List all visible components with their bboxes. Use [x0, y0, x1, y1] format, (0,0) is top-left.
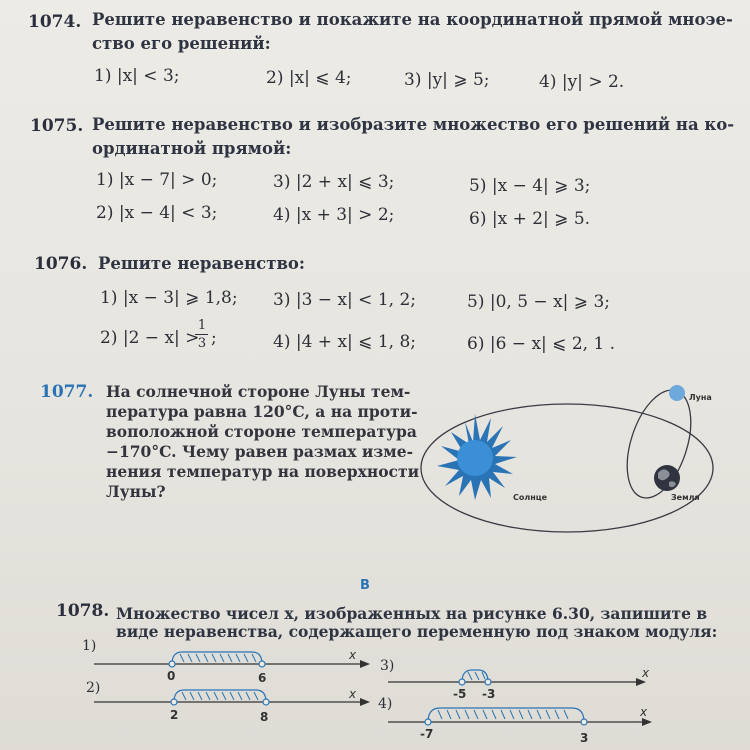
problem-1077-line1: На солнечной стороне Луны тем-: [106, 382, 411, 401]
problem-1076-item-3: 3) |3 − x| < 1, 2;: [273, 290, 416, 310]
problem-1075-line1: Решите неравенство и изобразите множество его решений на ко-: [92, 115, 735, 134]
axis-2-var: x: [349, 688, 357, 701]
earth-label: Земля: [671, 493, 700, 502]
axis-1-label: 1): [82, 638, 97, 654]
problem-1077-line3: воположной стороне температура: [106, 422, 417, 441]
axis-2-tick-8: 8: [260, 710, 269, 724]
fraction-semicolon: ;: [211, 328, 217, 348]
problem-number-1077: 1077.: [40, 382, 94, 402]
axis-3-label: 3): [380, 658, 395, 674]
axis-2-tick-2: 2: [170, 708, 179, 722]
orbit-figure: [415, 378, 735, 548]
problem-1075-line2: ординатной прямой:: [92, 139, 292, 158]
problem-1078-line1: Множество чисел x, изображенных на рисунке 6.30, запишите в: [116, 604, 708, 623]
axis-2-label: 2): [86, 680, 101, 696]
fraction-denominator: 3: [197, 336, 207, 351]
problem-1076-item-6: 6) |6 − x| ⩽ 2, 1 .: [467, 334, 616, 354]
fraction-bar: [195, 334, 208, 335]
problem-1075-item-4: 4) |x + 3| > 2;: [273, 205, 395, 225]
problem-1077-line5: нения температур на поверхности: [106, 462, 420, 481]
fraction-numerator: 1: [197, 318, 207, 333]
problem-1075-item-5: 5) |x − 4| ⩾ 3;: [469, 176, 591, 196]
number-line-3: [384, 664, 664, 700]
axis-1-tick-6: 6: [258, 671, 267, 684]
moon-icon: [669, 385, 685, 401]
problem-1076-item-4: 4) |4 + x| ⩽ 1, 8;: [273, 332, 416, 352]
problem-number-1075: 1075.: [30, 116, 84, 136]
moon-label: Луна: [689, 393, 712, 402]
problem-1077-line6: Луны?: [106, 482, 166, 501]
axis-4-tick-neg7: -7: [420, 727, 434, 741]
number-line-1: [90, 648, 380, 684]
problem-1074-item-3: 3) |y| ⩾ 5;: [404, 70, 490, 90]
sun-icon: [437, 414, 517, 500]
problem-1076-line1: Решите неравенство:: [98, 254, 306, 273]
problem-1077-line4: −170°C. Чему равен размах изме-: [106, 442, 414, 461]
problem-1075-item-3: 3) |2 + x| ⩽ 3;: [273, 172, 395, 192]
number-line-2: [90, 688, 380, 724]
axis-1-var: x: [349, 648, 357, 662]
sun-label: Солнце: [513, 493, 548, 502]
problem-number-1074: 1074.: [28, 12, 82, 32]
section-letter: B: [360, 578, 370, 593]
problem-number-1078: 1078.: [56, 601, 110, 621]
axis-4-var: x: [640, 705, 648, 719]
problem-1076-item-5: 5) |0, 5 − x| ⩾ 3;: [467, 292, 610, 312]
problem-1077-line2: пература равна 120°C, а на проти-: [106, 402, 418, 421]
problem-1076-item-1: 1) |x − 3| ⩾ 1,8;: [100, 288, 238, 308]
problem-1076-item-2: 2) |2 − x| >: [100, 328, 200, 348]
axis-3-tick-neg5: -5: [453, 687, 467, 700]
earth-icon: [654, 465, 680, 491]
problem-number-1076: 1076.: [34, 254, 88, 274]
axis-3-tick-neg3: -3: [482, 687, 496, 700]
problem-1075-item-1: 1) |x − 7| > 0;: [96, 170, 218, 190]
axis-1-tick-0: 0: [167, 669, 176, 683]
problem-1074-item-4: 4) |y| > 2.: [539, 72, 625, 92]
axis-3-var: x: [642, 666, 650, 680]
problem-1078-line2: виде неравенства, содержащего переменную под знаком модуля:: [116, 622, 718, 641]
problem-1075-item-2: 2) |x − 4| < 3;: [96, 203, 218, 223]
problem-1074-item-1: 1) |x| < 3;: [94, 66, 180, 86]
problem-1074-line2: ство его решений:: [92, 34, 271, 53]
axis-4-label: 4): [378, 696, 393, 712]
number-line-4: [384, 702, 664, 746]
problem-1075-item-6: 6) |x + 2| ⩾ 5.: [469, 209, 591, 229]
problem-1074-item-2: 2) |x| ⩽ 4;: [266, 68, 352, 88]
problem-1074-line1: Решите неравенство и покажите на координатной прямой мноэе-: [92, 10, 733, 29]
axis-4-tick-3: 3: [580, 731, 589, 745]
